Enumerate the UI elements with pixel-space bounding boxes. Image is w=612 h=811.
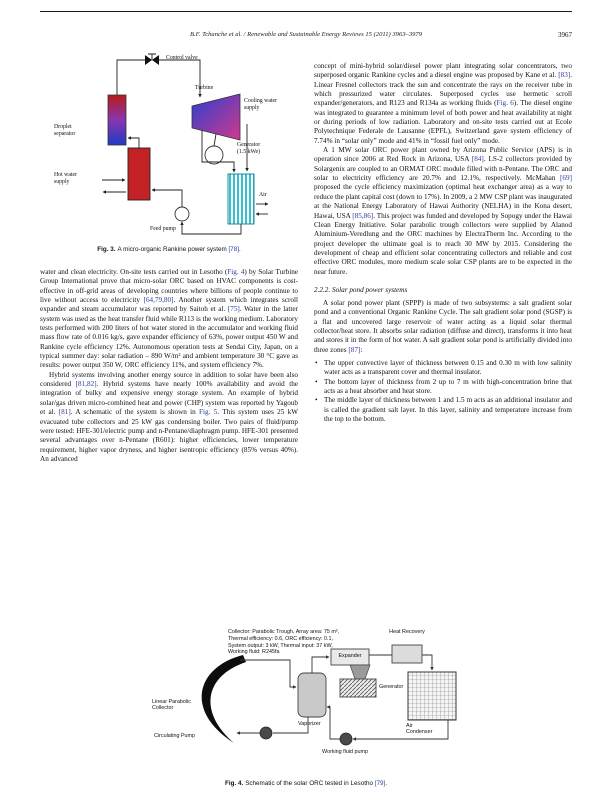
- circulating-pump-shape: [260, 727, 272, 739]
- working-fluid-pump-shape: [340, 733, 352, 745]
- list-item: [314, 378, 572, 397]
- label-generator: Generator: [379, 684, 404, 690]
- section-heading: 2.2.2. Solar pond power systems: [314, 285, 408, 294]
- list-item: [314, 396, 572, 424]
- spec-line: System output: 3 kW, Thermal input: 37 kW,: [228, 642, 333, 649]
- paragraph: A solar pond power plant (SPPP) is made of two subsystems: a salt gradient solar pond and a conventional Organic Rankine Cycle. The salt gradient solar pond (SGSP) is a flat and uncovered large reservoir of water acting as a liquid solar thermal collector/heat store. It absorbs solar radiation (diffuse and direct), transforms it into heat and stores it in the form of hot water. A salt gradient solar pond is artificially divided into three zones [87]:: [314, 298, 572, 354]
- spec-line: Working fluid: R245fa: [228, 649, 280, 656]
- running-head: B.F. Tchanche et al. / Renewable and Sustainable Energy Reviews 15 (2011) 3963–3979: [189, 31, 423, 38]
- figure-4: [140, 627, 480, 777]
- label-vaporizer: Vaporizer: [298, 721, 321, 727]
- citation-link[interactable]: [75]: [227, 305, 240, 314]
- citation-link[interactable]: [84]: [471, 155, 484, 164]
- vaporizer-shape: [298, 673, 326, 717]
- label-air-condenser: Air Condenser: [406, 723, 433, 736]
- citation-link[interactable]: [78]: [228, 246, 239, 253]
- label-heat-recovery: Heat Recovery: [389, 629, 425, 635]
- figure-3-caption: [40, 246, 298, 253]
- citation-link[interactable]: [87]: [348, 345, 361, 354]
- evaporator-shape: [128, 148, 150, 200]
- figure-4-caption-label: Fig. 4.: [225, 780, 244, 787]
- citation-link[interactable]: [81]: [58, 408, 71, 417]
- coupling-shape: [350, 665, 370, 679]
- list-item: [314, 359, 572, 378]
- paragraph: A 1 MW solar ORC power plant owned by Arizona Public Service (APS) is in operation since 2006 at Red Rock in Arizona, USA [84]. LS-2 collectors provided by Solargenix are coupled to an ORMAT ORC module filled with n-Pentane. The ORC and solar to electricity efficiency are 20.7% and 12.1%, respectively. McMahan [69] proposed the cycle efficiency maximization (optimal heat exchanger area) as a way to reduce the plant capital cost (down to 17%). In 2009, a 2 MW CSP plant was inaugurated at the National Energy Laboratory of Hawai Authority (NELHA) in the Kona desert, Hawai, USA [85,86]. This project was funded and developed by Sopogy under the Hawai Clean Energy Initiative. Solar parabolic trough collectors were supplied by Alanod Aluminium-Veredlung and the ORC machines by ElectraTherm Inc. According to the project developer the ultimate goal is to reach 30 MW by 2015. Considering the development of cheap and efficient solar concentrating collectors and reliable and cost effective ORC modules, more medium scale solar CSP plants are to be expected in the near future.: [314, 146, 573, 276]
- air-condenser-shape: [408, 672, 456, 720]
- generator-shape: [340, 679, 376, 697]
- label-turbine: Turbine: [195, 85, 214, 91]
- paragraph: concept of mini-hybrid solar/diesel power plant integrating solar concentrators, two superposed organic Rankine cycles and a diesel engine was proposed by Kane et al. [83]. Linear Fresnel collectors track the sun and concentrate the rays on the receiver tube in which pressurized water circulates. Superposed cycles use hermetic scroll expander/generators, and R123 and R134a as working fluids (Fig. 6). The diesel engine was integrated to guarantee a minimum level of both power and heat availability at night or during periods of low radiation. Laboratory and on-site tests carried out at Ecole Polytechnique Federale de Lausanne (EPFL), Switzerland gave system efficiency of 7.74% in “solar only” mode and 41% in “fossil fuel only” mode.: [314, 62, 572, 145]
- label-hot-water: Hot water supply: [54, 172, 78, 185]
- spec-line: Thermal efficiency: 0.6, ORC efficiency: 0.1,: [228, 635, 333, 642]
- pipe: [152, 190, 182, 207]
- paragraph: water and clean electricity. On-site tests carried out in Lesotho (Fig. 4) by Solar Turbine Group International prove that micro-solar ORC based on HVAC components is cost-effective in off-grid areas of developing countries where billions of people continue to live without access to electricity [64,79,80]. Another system which integrates scroll expander and steam accumulator was reported by Saitoh et al. [75]. Water in the latter system was used as the heat transfer fluid while R113 is the working medium. Laboratory tests performed with 200 liters of hot water stored in the accumulator and working fluid mass flow rate of 0.016 kg/s, gave expander efficiency of 63%, power output 450 W and Rankine cycle efficiency 12%. Autonomous operation tests at Sendai City, Japan, on a typical summer day: solar radiation – 890 W/m² and ambient temperature 30 °C gave as results: power output 350 W, ORC efficiency 11%, and system efficiency 7%.: [40, 268, 299, 370]
- turbine-shape: [192, 94, 240, 140]
- working-fluid-pipe: [327, 707, 340, 739]
- paragraph: Hybrid systems involving another energy source in addition to solar have been also considered [81,82]. Hybrid systems have nearly 100% availability and avoid the integration of bulky and expensive energy storage system. An example of hybrid solar/gas driven micro-combined heat and power (CHP) system was reported by Yagoub et al. [81]. A schematic of the system is shown in Fig. 5. This system uses 25 kW evacuated tube collectors and 25 kW gas condensing boiler. Two pairs of fluid/pump were tested: HFE-301/electric pump and n-Pentane/diaphragm pump. HFE-301 presented several advantages over n-Pentane (R601): higher efficiencies, lower temperature requirement, higher vapor dryness, and higher isentropic efficiency (85% versus 40%). An advanced: [40, 370, 299, 463]
- figure-link[interactable]: Fig. 4: [227, 268, 245, 276]
- citation-link[interactable]: [83]: [558, 71, 571, 80]
- citation-link[interactable]: [85,86]: [352, 211, 374, 220]
- bullet-marker: •: [315, 396, 318, 405]
- label-air: Air: [259, 192, 267, 198]
- working-fluid-pipe: [312, 657, 329, 673]
- label-expander: Expander: [338, 653, 362, 659]
- droplet-separator-shape: [108, 95, 126, 145]
- label-working-fluid-pump: Working fluid pump: [321, 749, 369, 755]
- hot-pipe: [240, 660, 296, 687]
- figure-4-caption-text: Schematic of the solar ORC tested in Lesotho [79].: [245, 780, 387, 787]
- parabolic-collector-shape: [202, 655, 246, 743]
- figure-link[interactable]: Fig. 6: [496, 99, 514, 108]
- label-linear-parabolic-collector: Linear Parabolic Collector: [152, 699, 191, 712]
- generator-shaft: [214, 134, 216, 146]
- label-generator: Generator (1.5 kWe): [237, 142, 261, 155]
- figure-3: [52, 50, 302, 242]
- pipe: [117, 60, 145, 95]
- figure-3-caption-text: A micro-organic Rankine power system [78].: [117, 246, 241, 253]
- bullet-marker: •: [315, 377, 318, 386]
- label-droplet-separator: Droplet separator: [54, 124, 76, 137]
- pipe: [128, 138, 139, 148]
- generator-shape: [205, 146, 223, 164]
- list-item-text: The upper convective layer of thickness between 0.15 and 0.30 m with low salinity water acts as a transparent cover and thermal insulator.: [324, 358, 572, 377]
- figure-link[interactable]: Fig. 5: [199, 408, 218, 417]
- label-feed-pump: Feed pump: [150, 226, 176, 232]
- citation-link[interactable]: [69]: [560, 174, 572, 183]
- citation-link[interactable]: [81,82]: [75, 380, 97, 389]
- bullet-list: [314, 359, 572, 424]
- spec-line: Collector: Parabolic Trough, Array area: 75 m²,: [228, 629, 340, 635]
- figure-3-caption-label: Fig. 3.: [97, 246, 116, 253]
- header-rule: [40, 11, 572, 12]
- label-circulating-pump: Circulating Pump: [154, 733, 196, 739]
- citation-link[interactable]: [64,79,80]: [143, 296, 174, 305]
- list-item-text: The middle layer of thickness between 1 and 1.5 m acts as an additional insulator and is called the gradient salt layer. In this layer, salinity and temperature increase from the top to the bottom.: [324, 396, 572, 424]
- working-fluid-pipe: [422, 655, 432, 670]
- bullet-marker: •: [315, 358, 318, 367]
- figure-4-caption: [40, 780, 572, 787]
- left-column: [40, 268, 298, 464]
- label-control-valve: Control valve: [166, 55, 198, 61]
- list-item-text: The bottom layer of thickness from 2 up to 7 m with high-concentration brine that acts as a heat absorber and heat store.: [324, 377, 572, 395]
- condenser-shape: [228, 174, 254, 224]
- feed-pump-shape: [175, 207, 189, 221]
- label-cooling-water: Cooling water supply: [244, 98, 278, 111]
- right-column: [314, 62, 572, 424]
- pipe: [159, 60, 200, 97]
- page-number: 3967: [558, 31, 572, 39]
- citation-link[interactable]: [79]: [374, 780, 386, 787]
